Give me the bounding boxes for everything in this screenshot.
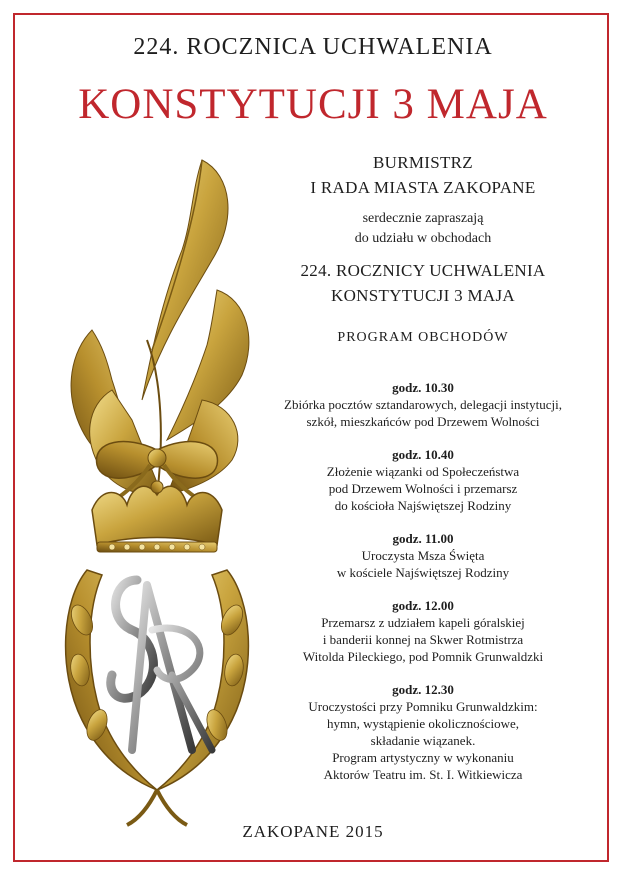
host-line-1: BURMISTRZ [373, 153, 473, 172]
event-time: godz. 12.00 [392, 598, 454, 613]
anniversary-line-1: 224. ROCZNICY UCHWALENIA [300, 261, 546, 280]
program-title: PROGRAM OBCHODÓW [337, 330, 509, 345]
invite-line-1: serdecznie zapraszają [362, 211, 484, 226]
footer-place-year: ZAKOPANE 2015 [242, 822, 384, 841]
event-line: do kościoła Najświętszej Rodziny [334, 498, 512, 513]
event-line: hymn, wystąpienie okolicznościowe, [326, 716, 520, 731]
event-line: Aktorów Teatru im. St. I. Witkiewicza [323, 767, 523, 782]
event-time: godz. 10.30 [392, 380, 454, 395]
invite-line-2: do udziału w obchodach [354, 231, 492, 246]
event-line: i banderii konnej na Skwer Rotmistrza [322, 632, 524, 647]
host-block [270, 150, 576, 200]
invite-block [270, 209, 576, 249]
anniversary-block [270, 258, 576, 308]
event-line: składanie wiązanek. [370, 733, 476, 748]
program-event [254, 681, 592, 783]
program-event [254, 379, 592, 430]
plume-crown-emblem [52, 150, 262, 830]
event-line: Uroczystości przy Pomniku Grunwaldzkim: [308, 699, 538, 714]
event-line: Uroczysta Msza Święta [361, 548, 485, 563]
event-line: pod Drzewem Wolności i przemarsz [328, 481, 518, 496]
program-list [254, 379, 592, 799]
event-time: godz. 10.40 [392, 447, 454, 462]
program-event [254, 597, 592, 665]
event-time: godz. 11.00 [392, 531, 454, 546]
program-event [254, 530, 592, 581]
event-line: Zbiórka pocztów sztandarowych, delegacji instytucji, [284, 397, 562, 412]
event-line: Złożenie wiązanki od Społeczeństwa [326, 464, 520, 479]
event-line: Witolda Pileckiego, pod Pomnik Grunwaldzki [302, 649, 544, 664]
host-line-2: I RADA MIASTA ZAKOPANE [310, 178, 536, 197]
program-event [254, 446, 592, 514]
header-line-2: KONSTYTUCJI 3 MAJA [78, 81, 548, 128]
event-time: godz. 12.30 [392, 682, 454, 697]
header-line-1: 224. ROCZNICA UCHWALENIA [133, 34, 493, 60]
event-line: szkół, mieszkańców pod Drzewem Wolności [306, 414, 540, 429]
anniversary-line-2: KONSTYTUCJI 3 MAJA [331, 286, 515, 305]
event-line: Program artystyczny w wykonaniu [332, 750, 514, 765]
event-line: Przemarsz z udziałem kapeli góralskiej [321, 615, 525, 630]
event-line: w kościele Najświętszej Rodziny [336, 565, 510, 580]
